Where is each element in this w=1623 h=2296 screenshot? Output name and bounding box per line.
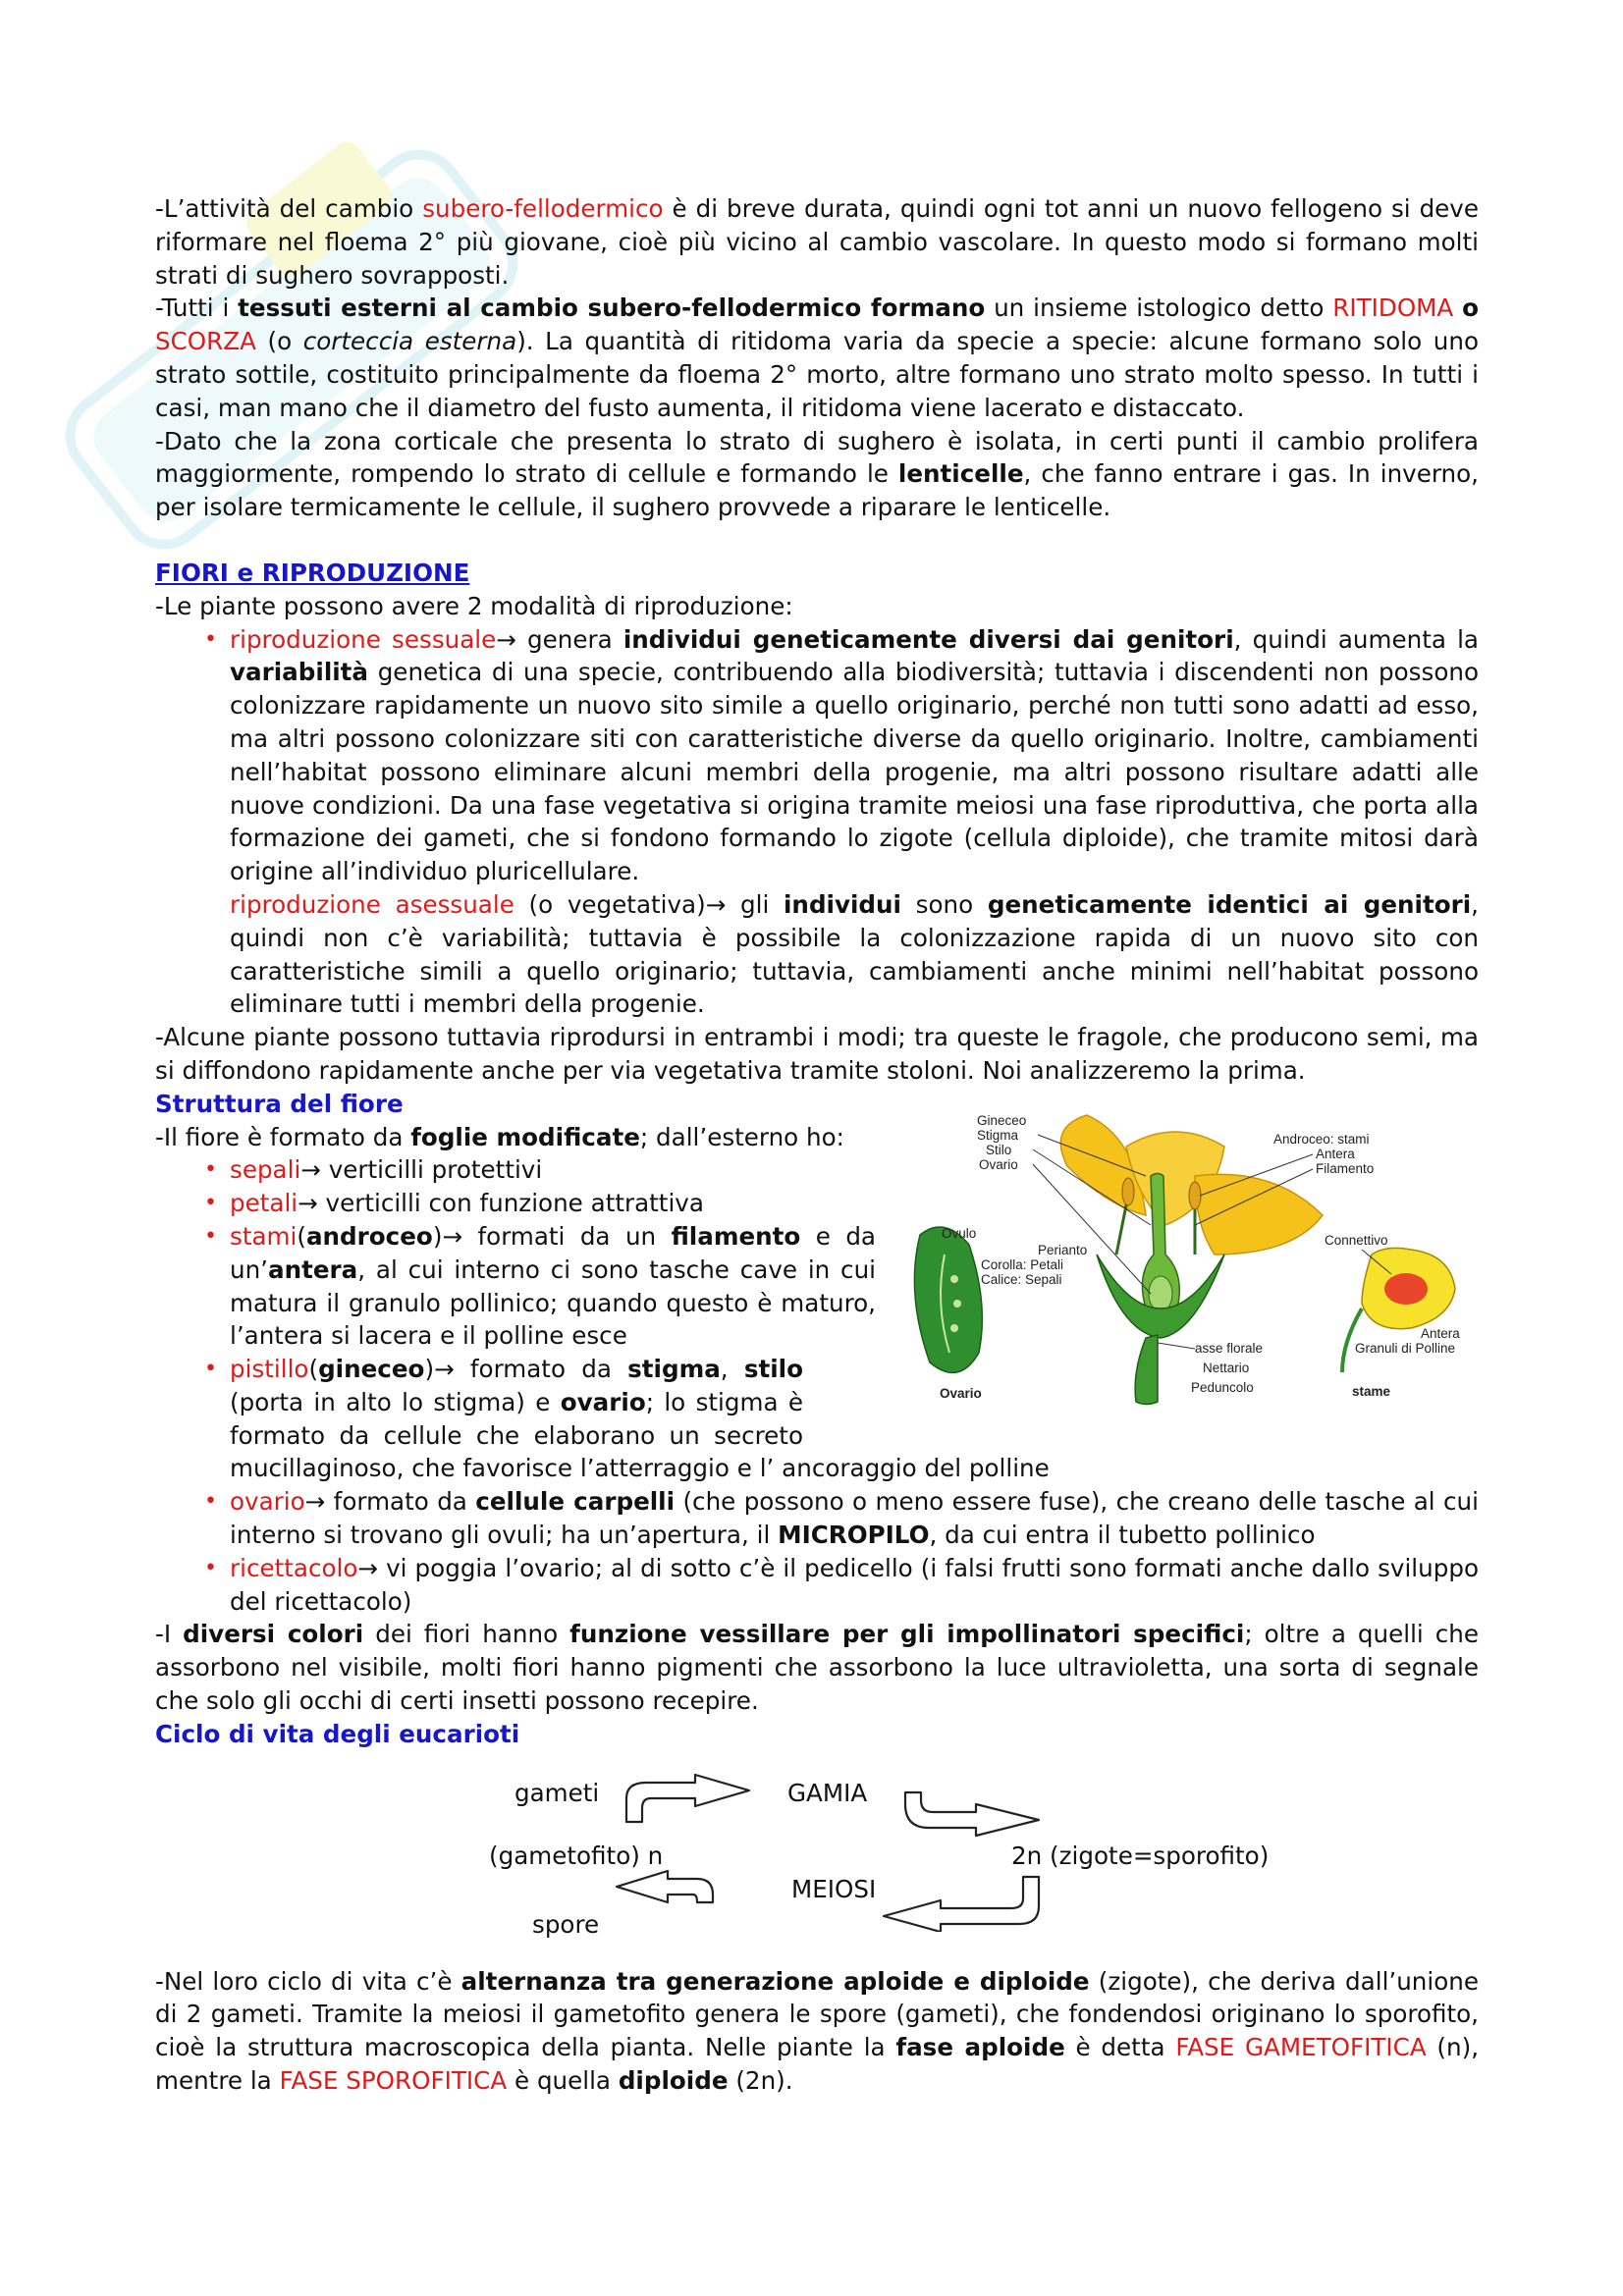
list-item-ricettacolo: • ricettacolo→ vi poggia l’ovario; al di sotto c’è il pedicello (i falsi frutti sono formati anche dallo sviluppo del ricettacolo): [204, 1553, 1479, 1616]
label-antera-2: Antera: [1421, 1326, 1460, 1341]
cycle-meiosi: MEIOSI: [791, 1874, 877, 1903]
life-cycle-diagram: [155, 1765, 1479, 1939]
list-item-stami: • stami(androceo)→ formati da un filamento e da un’antera, al cui interno ci sono tasche cave in cui matura il granulo pollinico; quando questo è maturo, l’antera si lacera e il polline esce: [204, 1221, 876, 1351]
label-granuli: Granuli di Polline: [1355, 1341, 1456, 1356]
paragraph-colori-fiori: -I diversi colori dei fiori hanno funzione vessillare per gli impollinatori specifici; oltre a quelli che assorbono nel visibile, molti fiori hanno pigmenti che assorbono la luce ultravioletta, una sorta di segnale che solo gli occhi di certi insetti possono recepire.: [155, 1620, 1480, 1716]
label-peduncolo: Peduncolo: [1191, 1380, 1254, 1395]
flower-structure-figure: [900, 1107, 1478, 1414]
heading-ciclo-vita: Ciclo di vita degli eucarioti: [155, 1719, 520, 1748]
paragraph-fragole: -Alcune piante possono tuttavia riprodursi in entrambi i modi; tra queste le fragole, che producono semi, ma si diffondono rapidamente anche per via vegetativa tramite stoloni. Noi analizzeremo la prima.: [155, 1023, 1479, 1085]
arrow-gametes-to-gamia: [626, 1775, 749, 1822]
label-stigma: Stigma: [977, 1128, 1019, 1143]
arrow-spores-to-gametophyte: [617, 1871, 713, 1902]
arrow-gamia-to-zygote: [905, 1792, 1039, 1836]
reproduction-list: [155, 623, 1479, 1022]
label-nettario: Nettario: [1203, 1361, 1250, 1375]
list-item-ovario: • ovario→ formato da cellule carpelli (che possono o meno essere fuse), che creano delle tasche al cui interno si trovano gli ovuli; ha un’apertura, il MICROPILO, da cui entra il tubetto pollinico: [204, 1487, 1479, 1550]
label-stilo: Stilo: [986, 1143, 1012, 1157]
label-stame-caption: stame: [1352, 1384, 1391, 1399]
paragraph-foglie-modificate: -Il fiore è formato da foglie modificate; dall’esterno ho:: [155, 1122, 844, 1151]
cycle-gamia: GAMIA: [787, 1778, 868, 1807]
cycle-gametofito: (gametofito) n: [489, 1841, 664, 1870]
paragraph-modalita: -Le piante possono avere 2 modalità di riproduzione:: [155, 591, 793, 620]
label-gineceo: Gineceo: [977, 1113, 1027, 1128]
label-ovulo: Ovulo: [942, 1226, 977, 1241]
heading-fiori-riproduzione: FIORI e RIPRODUZIONE: [155, 558, 470, 587]
paragraph-ritidoma: -Tutti i tessuti esterni al cambio subero-fellodermico formano un insieme istologico detto RITIDOMA o SCORZA (o corteccia esterna). La quantità di ritidoma varia da specie a specie: alcune formano solo uno strato sottile, costituito principalmente da floema 2° morto, altre formano uno strato molto spesso. In tutti i casi, man mano che il diametro del fusto aumenta, il ritidoma viene lacerato e distaccato.: [155, 294, 1479, 422]
arrow-meiosis-back: [884, 1877, 1039, 1932]
cycle-gameti: gameti: [514, 1778, 600, 1807]
list-item-riproduzione-asessuale: riproduzione asessuale (o vegetativa)→ gli individui sono geneticamente identici ai genitori, quindi non c’è variabilità; tuttavia è possibile la colonizzazione rapida di un nuovo sito con caratteristiche simili a quello originario; tuttavia, cambiamenti anche minimi nell’habitat possono eliminare tutti i membri della progenie.: [230, 889, 1479, 1019]
cycle-sporofito: 2n (zigote=sporofito): [1011, 1841, 1270, 1870]
list-item-riproduzione-sessuale: • riproduzione sessuale→ genera individui geneticamente diversi dai genitori, quindi aumenta la variabilità genetica di una specie, contribuendo alla biodiversità; tuttavia i discendenti non possono colonizzare rapidamente un nuovo sito simile a quello originario, perché non tutti sono adatti ad esso, ma altri possono colonizzare siti con caratteristiche diverse da quello originario. Inoltre, cambiamenti nell’habitat possono eliminare alcuni membri della progenie, ma altri possono risultare adatti alle nuove condizioni. Da una fase vegetativa si origina tramite meiosi una fase riproduttiva, che porta alla formazione dei gameti, che si fondono formando lo zigote (cellula diploide), che tramite mitosi darà origine all’individuo pluricellulare.: [204, 624, 1479, 886]
label-asse-florale: asse florale: [1195, 1341, 1264, 1356]
label-ovario: Ovario: [979, 1157, 1018, 1172]
list-item-sepali: • sepali→ verticilli protettivi: [204, 1155, 543, 1185]
label-calice: Calice: Sepali: [981, 1272, 1062, 1287]
label-perianto: Perianto: [1038, 1243, 1088, 1257]
paragraph-alternanza: -Nel loro ciclo di vita c’è alternanza tra generazione aploide e diploide (zigote), che deriva dall’unione di 2 gameti. Tramite la meiosi il gametofito genera le spore (gameti), che fondendosi originano lo sporofito, cioè la struttura macroscopica della pianta. Nelle piante la fase aploide è detta FASE GAMETOFITICA (n), mentre la FASE SPOROFITICA è quella diploide (2n).: [155, 1966, 1480, 2096]
list-item-petali: • petali→ verticilli con funzione attrattiva: [204, 1189, 704, 1218]
label-filamento: Filamento: [1316, 1161, 1375, 1176]
label-connettivo: Connettivo: [1325, 1233, 1388, 1248]
cycle-spore: spore: [532, 1909, 600, 1939]
label-antera: Antera: [1316, 1147, 1355, 1161]
heading-struttura-fiore: Struttura del fiore: [155, 1089, 404, 1118]
list-item-pistillo: • pistillo(gineceo)→ formato da stigma, stilo (porta in alto lo stigma) e ovario; lo stigma è formato da cellule che elaborano un secreto mucillaginoso, che favorisce l’atterraggio e l’ ancoraggio del polline: [204, 1355, 1050, 1483]
label-corolla: Corolla: Petali: [981, 1257, 1064, 1272]
label-androceo: Androceo: stami: [1273, 1132, 1370, 1147]
paragraph-cambio: -L’attività del cambio subero-fellodermico è di breve durata, quindi ogni tot anni un nuovo fellogeno si deve riformare nel floema 2° più giovane, cioè più vicino al cambio vascolare. In questo modo si formano molti strati di sughero sovrapposti.: [155, 194, 1479, 290]
paragraph-lenticelle: -Dato che la zona corticale che presenta lo strato di sughero è isolata, in certi punti il cambio prolifera maggiormente, rompendo lo strato di cellule e formando le lenticelle, che fanno entrare i gas. In inverno, per isolare termicamente le cellule, il sughero provvede a riparare le lenticelle.: [155, 426, 1480, 522]
label-ovario-caption: Ovario: [940, 1386, 982, 1401]
